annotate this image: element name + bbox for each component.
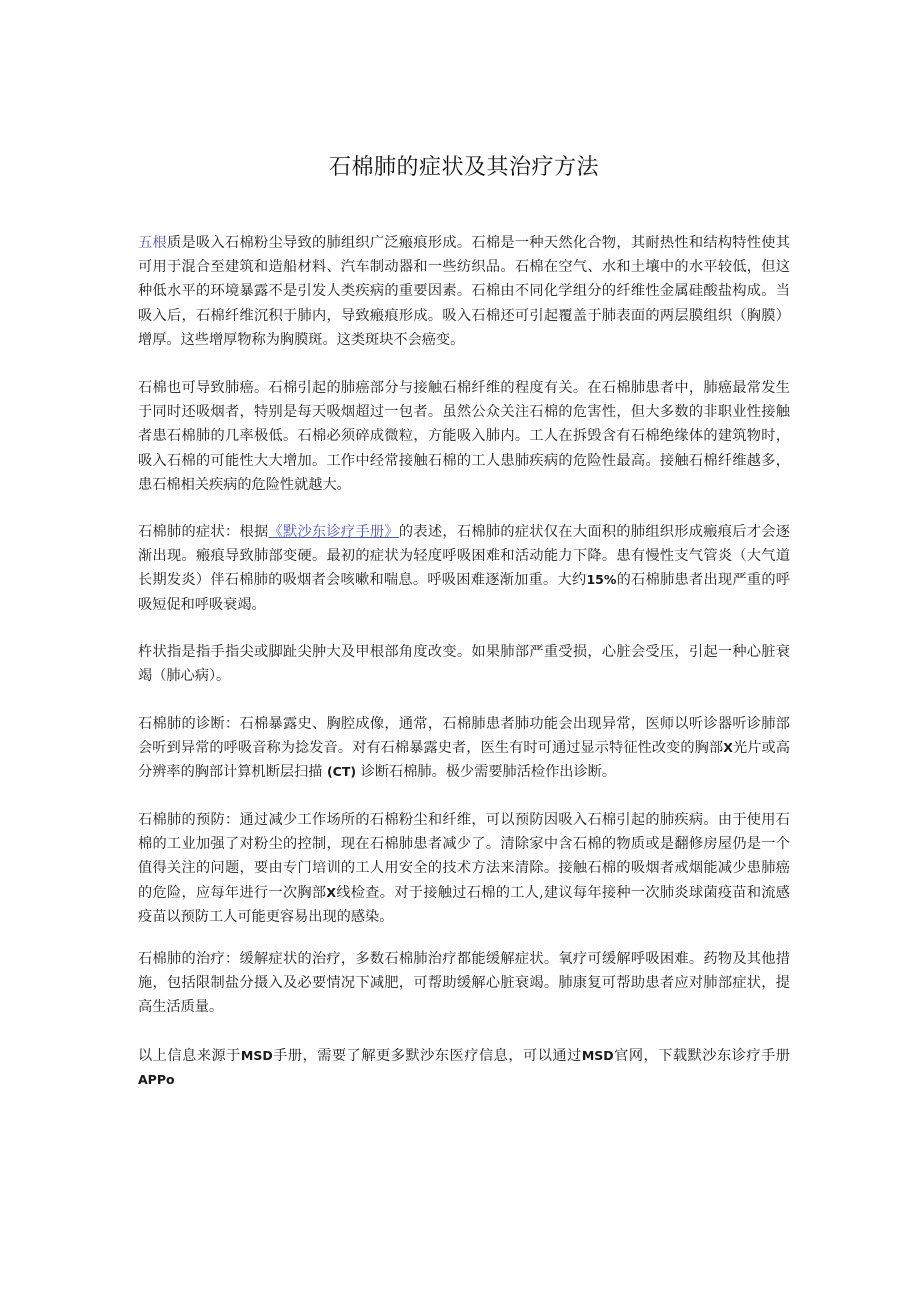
- paragraph-prevention: [138, 808, 790, 929]
- prevention-text-before: 石棉肺的预防：通过减少工作场所的石棉粉尘和纤维，可以预防因吸入石棉引起的肺疾病。由于使用石棉的工业加强了对粉尘的控制，现在石棉肺患者减少了。清除家中含石棉的物质或是翻修房屋仍是一个值得关注的问题，要由专门培训的工人用安全的技术方法来清除。接触石棉的吸烟者戒烟能减少患肺癌的危险，应每年进行一次胸部: [138, 812, 790, 901]
- diagnosis-x-ray: X: [723, 740, 733, 756]
- source-app: APPo: [138, 1072, 175, 1088]
- prevention-text-after: 线检查。对于接触过石棉的工人,建议每年接种一次肺炎球菌疫苗和流感疫苗以预防工人可能更容易出现的感染。: [138, 884, 790, 925]
- source-msd-2: MSD: [581, 1048, 614, 1063]
- paragraph-clubbing: 杵状指是指手指尖或脚趾尖肿大及甲根部角度改变。如果肺部严重受损，心脏会受压，引起一种心脏衰竭（肺心病）。: [138, 644, 790, 685]
- diagnosis-text-mid: 光片或高分辨率的胸部计算机断层扫描: [138, 740, 790, 781]
- source-text-mid2: 官网，下载默沙东诊疗手册: [613, 1048, 790, 1064]
- paragraph-treatment: 石棉肺的治疗：缓解症状的治疗，多数石棉肺治疗都能缓解症状。氧疗可缓解呼吸困难。药物及其他措施，包括限制盐分摄入及必要情况下减肥，可帮助缓解心脏衰竭。肺康复可帮助患者应对肺部症状，提高生活质量。: [138, 951, 790, 1016]
- symptoms-text-after: 的石棉肺患者出现严重的呼吸短促和呼吸衰竭。: [138, 572, 790, 613]
- paragraph-intro: [138, 231, 790, 352]
- diagnosis-text-after: 诊断石棉肺。极少需要肺活检作出诊断。: [360, 764, 617, 781]
- source-text-before: 以上信息来源于: [138, 1048, 241, 1064]
- intro-text: 质是吸入石棉粉尘导致的肺组织广泛瘢痕形成。石棉是一种天然化合物，其耐热性和结构特性使其可用于混合至建筑和造船材料、汽车制动器和一些纺织品。石棉在空气、水和土壤中的水平较低，但这种低水平的环境暴露不是引发人类疾病的重要因素。石棉由不同化学组分的纤维性金属硅酸盐构成。当吸入后，石棉纤维沉积于肺内，导致瘢痕形成。吸入石棉还可引起覆盖于肺表面的两层膜组织（胸膜）增厚。这些增厚物称为胸膜斑。这类斑块不会癌变。: [138, 235, 790, 348]
- paragraph-symptoms: [138, 520, 790, 617]
- page-title: 石棉肺的症状及其治疗方法: [328, 155, 599, 180]
- source-msd-1: MSD: [240, 1048, 273, 1063]
- paragraph-diagnosis: [138, 712, 790, 785]
- paragraph-lung-cancer: 石棉也可导致肺癌。石棉引起的肺癌部分与接触石棉纤维的程度有关。在石棉肺患者中，肺癌最常发生于同时还吸烟者，特别是每天吸烟超过一包者。虽然公众关注石棉的危害性，但大多数的非职业性接触者患石棉肺的几率极低。石棉必须碎成微粒，方能吸入肺内。工人在拆毁含有石棉绝缘体的建筑物时，吸入石棉的可能性大大增加。工作中经常接触石棉的工人患肺疾病的危险性最高。接触石棉纤维越多，患石棉相关疾病的危险性就越大。: [138, 380, 790, 493]
- prevention-x-ray: X: [326, 884, 337, 900]
- diagnosis-text-before: 石棉肺的诊断：石棉暴露史、胸腔成像，通常，石棉肺患者肺功能会出现异常，医师以听诊器听诊肺部会听到异常的呼吸音称为捻发音。对有石棉暴露史者，医生有时可通过显示特征性改变的胸部: [138, 716, 790, 757]
- symptoms-text-before: 石棉肺的症状：根据: [138, 524, 269, 540]
- msd-manual-link[interactable]: 《默沙东诊疗手册》: [268, 524, 399, 540]
- symptoms-percentage: 15%: [586, 572, 617, 588]
- intro-lead-word: 五根: [138, 235, 167, 251]
- paragraph-source: [138, 1044, 790, 1092]
- source-text-mid: 手册，需要了解更多默沙东医疗信息，可以通过: [272, 1048, 582, 1064]
- diagnosis-ct: (CT): [326, 764, 357, 780]
- symptoms-text-mid: 的表述，石棉肺的症状仅在大面积的肺组织形成瘢痕后才会逐渐出现。瘢痕导致肺部变硬。最初的症状为轻度呼吸困难和活动能力下降。患有慢性支气管炎（大气道长期发炎）伴石棉肺的吸烟者会咳嗽和喘息。呼吸困难逐渐加重。大约: [138, 524, 790, 589]
